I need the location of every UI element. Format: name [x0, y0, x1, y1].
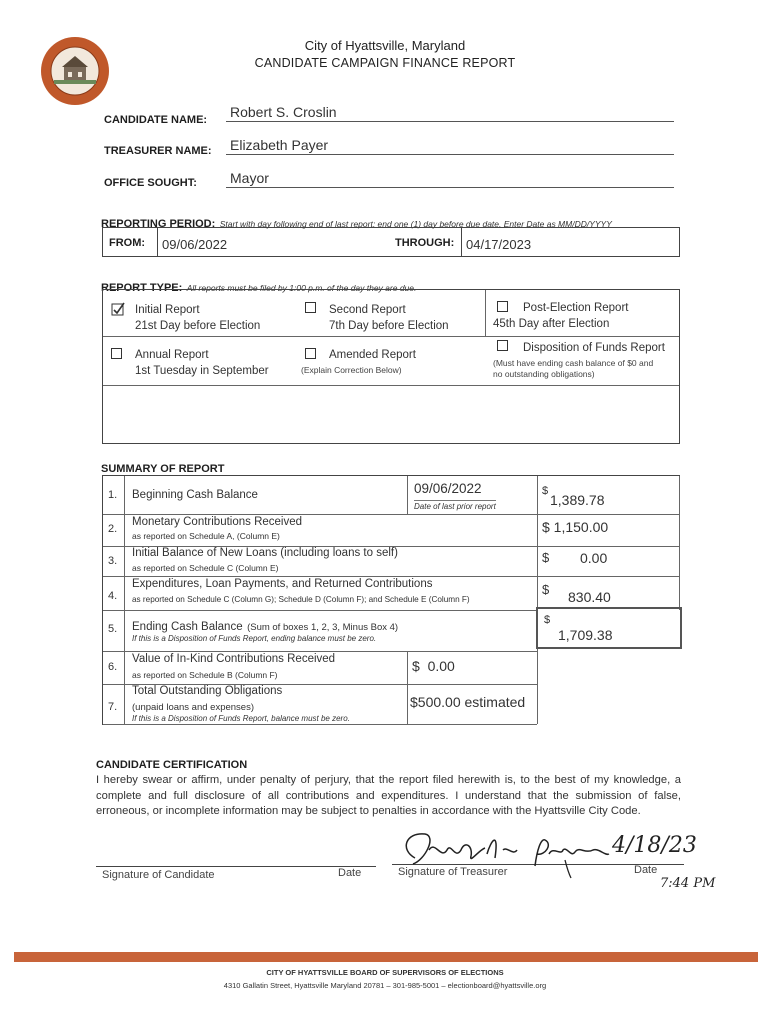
row-5-label: Ending Cash Balance	[132, 621, 243, 633]
report-type-instruction: All reports must be filed by 1:00 p.m. of the day they are due.	[186, 283, 417, 293]
row-7-sub: (unpaid loans and expenses)	[132, 702, 255, 713]
through-label: THROUGH:	[395, 237, 455, 249]
candidate-name-label: CANDIDATE NAME:	[104, 114, 208, 126]
from-value: 09/06/2022	[162, 237, 228, 252]
row-1-label: Beginning Cash Balance	[132, 489, 258, 501]
row-6-amount[interactable]: $ 0.00	[412, 658, 455, 674]
report-type-box	[102, 289, 680, 444]
row-1-date: 09/06/2022	[414, 481, 482, 496]
treasurer-name-label: TREASURER NAME:	[104, 145, 212, 157]
row-5-label-small: (Sum of boxes 1, 2, 3, Minus Box 4)	[247, 622, 399, 633]
option-disposition-report: Disposition of Funds Report	[523, 342, 665, 354]
from-label: FROM:	[109, 237, 146, 249]
checkbox-annual-report[interactable]	[111, 348, 122, 359]
row-1-date-caption: Date of last prior report	[414, 502, 496, 511]
row-4-amount-field[interactable]	[540, 582, 678, 606]
through-value: 04/17/2023	[466, 237, 532, 252]
checked-checkbox-icon	[111, 302, 125, 316]
row-1-amount: 1,389.78	[550, 492, 605, 508]
row-2-amount[interactable]: $ 1,150.00	[542, 519, 609, 535]
handwritten-time: 7:44 PM	[660, 876, 716, 891]
checkbox-initial-report[interactable]	[111, 302, 125, 321]
row-4-num: 4.	[108, 590, 118, 602]
through-field[interactable]	[461, 228, 679, 256]
row-5-num: 5.	[108, 623, 118, 635]
row-1-amount-field[interactable]	[540, 485, 678, 509]
treasurer-name-value: Elizabeth Payer	[230, 137, 329, 153]
candidate-name-field[interactable]	[226, 104, 674, 122]
treasurer-name-field[interactable]	[226, 137, 674, 155]
footer-line-1: CITY OF HYATTSVILLE BOARD OF SUPERVISORS OF ELECTIONS	[266, 968, 504, 977]
option-second-report: Second Report 7th Day before Election	[329, 304, 449, 332]
checkbox-second-report[interactable]	[305, 302, 316, 313]
disposition-note: (Must have ending cash balance of $0 and no outstanding obligations)	[493, 358, 654, 379]
candidate-name-value: Robert S. Croslin	[230, 104, 337, 120]
row-5-sign: $	[544, 614, 551, 626]
office-sought-value: Mayor	[230, 170, 269, 186]
row-3-amount-field[interactable]	[540, 550, 678, 572]
office-sought-field[interactable]	[226, 170, 674, 188]
option-amended-report: Amended Report	[329, 349, 416, 361]
handwritten-date: 4/18/23	[612, 833, 697, 858]
row-7-amount[interactable]: $500.00 estimated	[410, 694, 526, 710]
row-5-sub: If this is a Disposition of Funds Report, ending balance must be zero.	[132, 634, 377, 643]
row-1-date-field[interactable]	[410, 481, 536, 511]
row-6-sub: as reported on Schedule B (Column F)	[132, 670, 278, 680]
row-6-label: Value of In-Kind Contributions Received	[132, 653, 336, 665]
treasurer-signature-image	[395, 820, 625, 880]
office-sought-label: OFFICE SOUGHT:	[104, 177, 197, 189]
row-3-sub: as reported on Schedule C (Column E)	[132, 563, 279, 573]
row-4-amount: 830.40	[568, 589, 611, 605]
reporting-period-label: REPORTING PERIOD:	[101, 218, 216, 230]
report-type-label: REPORT TYPE:	[101, 282, 183, 294]
option-initial-report: Initial Report 21st Day before Election	[135, 304, 261, 332]
row-4-label: Expenditures, Loan Payments, and Returned Contributions	[132, 578, 433, 590]
option-annual-report: Annual Report 1st Tuesday in September	[135, 349, 269, 377]
certification-text: I hereby swear or affirm, under penalty of perjury, that the report filed herewith is, to the best of my knowledge, a complete and full disclosure of all contributions and expenditures. I understand that the submission of false, erroneous, or incomplete information may be subject to penalties in accordance with the Hyattsville City Code.	[96, 774, 681, 817]
checkbox-amended-report[interactable]	[305, 348, 316, 359]
row-1-num: 1.	[108, 489, 118, 501]
row-2-sub: as reported on Schedule A, (Column E)	[132, 531, 280, 541]
footer-line-2: 4310 Gallatin Street, Hyattsville Maryland 20781 – 301-985-5001 – electionboard@hyattsville.org	[223, 981, 547, 990]
form-title: CANDIDATE CAMPAIGN FINANCE REPORT	[254, 56, 516, 70]
row-6-num: 6.	[108, 661, 118, 673]
signature-treasurer-label: Signature of Treasurer	[398, 866, 508, 878]
reporting-period-box	[102, 227, 680, 257]
row-3-sign: $	[542, 550, 550, 565]
row-2-num: 2.	[108, 523, 118, 535]
candidate-date-label: Date	[338, 867, 362, 879]
row-5-amount: 1,709.38	[558, 627, 613, 643]
summary-heading: SUMMARY OF REPORT	[101, 463, 225, 475]
row-4-sign: $	[542, 582, 550, 597]
reporting-period-instruction: Start with day following end of last report; end one (1) day before due date. Enter Date as MM/DD/YYYY	[219, 219, 612, 229]
row-1-sign: $	[542, 485, 549, 497]
signature-candidate-label: Signature of Candidate	[102, 869, 215, 881]
row-2-label: Monetary Contributions Received	[132, 516, 303, 528]
amended-note: (Explain Correction Below)	[301, 365, 402, 375]
explanation-area[interactable]	[103, 386, 679, 443]
row-7-label: Total Outstanding Obligations	[132, 685, 283, 697]
ending-cash-balance-box[interactable]	[536, 607, 682, 649]
treasurer-date-label: Date	[634, 864, 658, 876]
city-heading: City of Hyattsville, Maryland	[304, 38, 466, 53]
row-7-num: 7.	[108, 701, 118, 713]
row-4-sub: as reported on Schedule C (Column G); Schedule D (Column F); and Schedule E (Column F)	[132, 595, 470, 604]
certification-heading: CANDIDATE CERTIFICATION	[96, 759, 248, 771]
row-5-label-line	[132, 617, 398, 635]
row-3-label: Initial Balance of New Loans (including loans to self)	[132, 547, 398, 559]
checkbox-disposition-report[interactable]	[497, 340, 508, 351]
footer-bar	[14, 952, 758, 962]
row-3-num: 3.	[108, 555, 118, 567]
option-post-election-report: Post-Election Report 45th Day after Election	[493, 302, 629, 330]
candidate-signature-line[interactable]	[96, 866, 376, 867]
row-7-sub2: If this is a Disposition of Funds Report, balance must be zero.	[132, 714, 350, 723]
row-3-amount: 0.00	[580, 550, 608, 566]
